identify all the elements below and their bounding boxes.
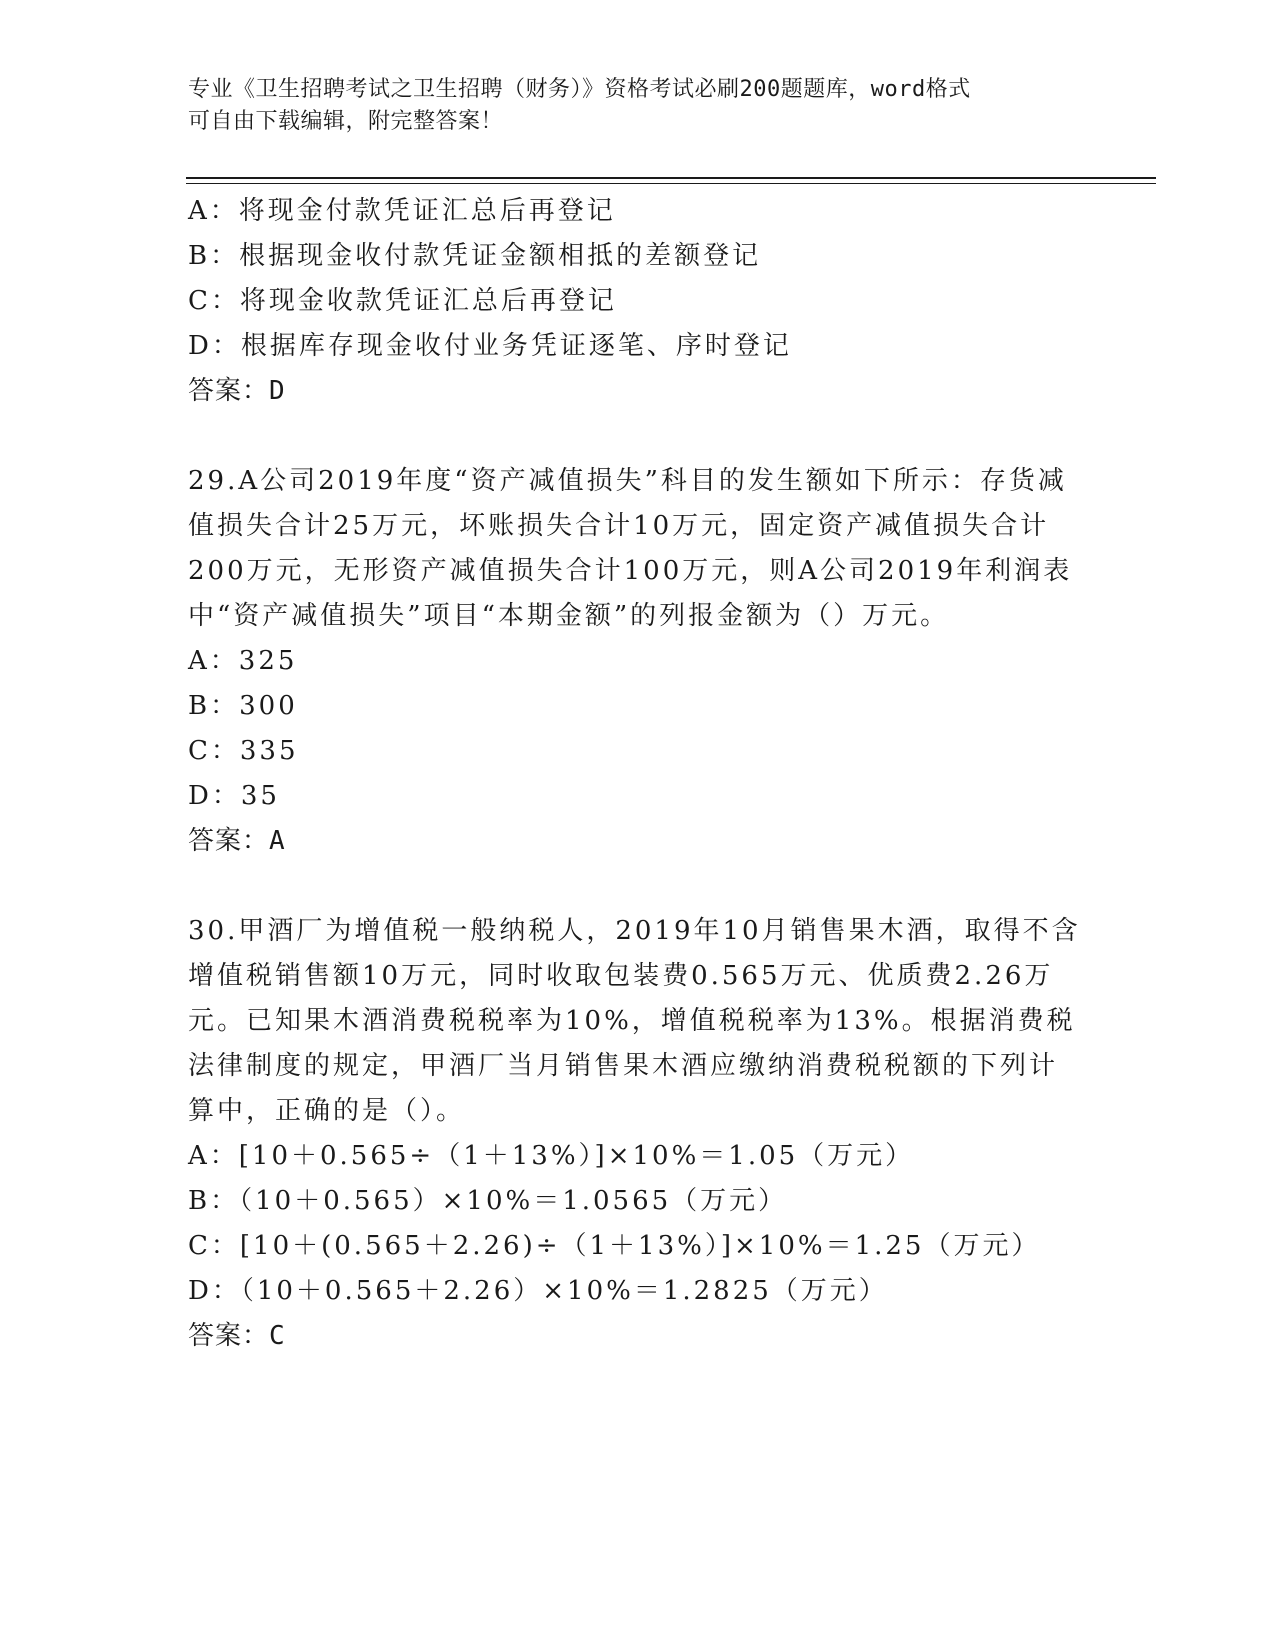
question-stem-line: 中“资产减值损失”项目“本期金额”的列报金额为（）万元。 xyxy=(188,601,950,631)
question-stem-line: 元。已知果木酒消费税税率为10%，增值税税率为13%。根据消费税 xyxy=(188,1006,1076,1036)
answer-label: 答案： xyxy=(188,1321,270,1351)
answer-label: 答案： xyxy=(188,826,270,856)
option-b: B：根据现金收付款凭证金额相抵的差额登记 xyxy=(188,241,762,271)
question-stem-line: 法律制度的规定，甲酒厂当月销售果木酒应缴纳消费税税额的下列计 xyxy=(188,1051,1059,1081)
question-30 xyxy=(188,909,1088,1359)
option-a: A：325 xyxy=(188,646,298,676)
option-d: D：（10＋0.565＋2.26）×10%＝1.2825（万元） xyxy=(188,1276,888,1306)
option-b: B：（10＋0.565）×10%＝1.0565（万元） xyxy=(188,1186,788,1216)
answer-line xyxy=(188,369,1088,414)
question-stem-line: 值损失合计25万元，坏账损失合计10万元，固定资产减值损失合计 xyxy=(188,511,1050,541)
spacer xyxy=(188,414,1088,459)
question-28 xyxy=(188,189,1088,414)
question-stem-line: 29.A公司2019年度“资产减值损失”科目的发生额如下所示：存货减 xyxy=(188,466,1067,496)
option-a: A：将现金付款凭证汇总后再登记 xyxy=(188,196,616,226)
option-c: C：[10＋(0.565＋2.26)÷（1＋13%）]×10%＝1.25（万元） xyxy=(188,1231,1041,1261)
answer-line xyxy=(188,1314,1088,1359)
answer-value: A xyxy=(269,826,286,856)
header-line-1: 专业《卫生招聘考试之卫生招聘（财务）》资格考试必刷200题题库，word格式 xyxy=(188,77,971,102)
option-c: C：将现金收款凭证汇总后再登记 xyxy=(188,286,617,316)
option-a: A：[10＋0.565÷（1＋13%）]×10%＝1.05（万元） xyxy=(188,1141,915,1171)
question-stem-line: 30.甲酒厂为增值税一般纳税人，2019年10月销售果木酒，取得不含 xyxy=(188,916,1081,946)
header-divider-thick xyxy=(186,177,1156,179)
question-stem-line: 200万元，无形资产减值损失合计100万元，则A公司2019年利润表 xyxy=(188,556,1073,586)
answer-value: C xyxy=(269,1321,286,1351)
document-header xyxy=(188,74,1088,138)
option-d: D：35 xyxy=(188,781,280,811)
answer-label: 答案： xyxy=(188,376,270,406)
document-body xyxy=(188,189,1088,1359)
option-b: B：300 xyxy=(188,691,298,721)
header-divider-thin xyxy=(186,183,1156,184)
option-c: C：335 xyxy=(188,736,299,766)
question-29 xyxy=(188,459,1088,864)
answer-value: D xyxy=(269,376,286,406)
question-stem-line: 算中，正确的是（）。 xyxy=(188,1096,466,1126)
header-line-2: 可自由下载编辑，附完整答案！ xyxy=(188,109,504,134)
question-stem-line: 增值税销售额10万元，同时收取包装费0.565万元、优质费2.26万 xyxy=(188,961,1054,991)
option-d: D：根据库存现金收付业务凭证逐笔、序时登记 xyxy=(188,331,792,361)
spacer xyxy=(188,864,1088,909)
answer-line xyxy=(188,819,1088,864)
